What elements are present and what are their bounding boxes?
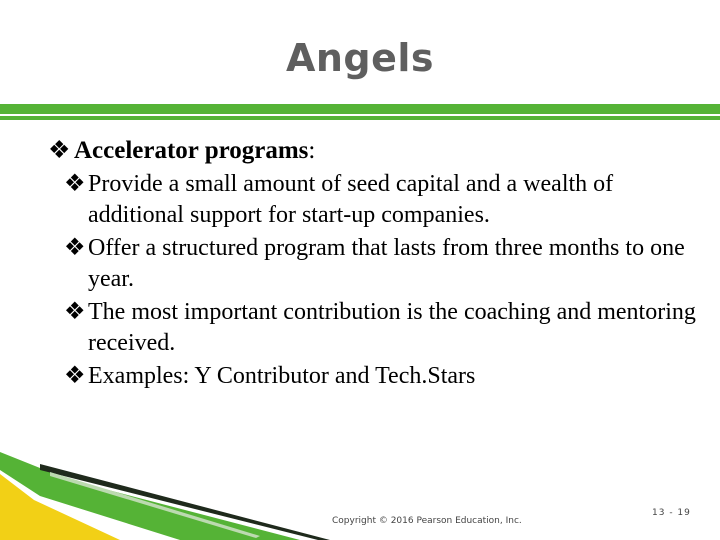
slide-content <box>48 134 698 392</box>
title-rule-thin <box>0 116 720 120</box>
diamond-bullet-icon: ❖ <box>64 235 86 261</box>
main-bullet-suffix: : <box>308 137 316 164</box>
main-bullet-label: Accelerator programs <box>74 137 309 164</box>
copyright-text: Copyright © 2016 Pearson Education, Inc. <box>332 516 522 526</box>
diamond-bullet-icon: ❖ <box>64 299 86 325</box>
diamond-bullet-icon: ❖ <box>64 171 86 197</box>
sub-bullet-text: Provide a small amount of seed capital and a wealth of additional support for start-up companies. <box>88 171 614 228</box>
sub-bullet <box>48 233 698 295</box>
corner-decoration <box>0 450 340 540</box>
sub-bullet-text: The most important contribution is the coaching and mentoring received. <box>88 299 696 356</box>
sub-bullet-text: Examples: Y Contributor and Tech.Stars <box>88 363 476 389</box>
sub-bullet-text: Offer a structured program that lasts from three months to one year. <box>88 235 685 292</box>
sub-bullet <box>48 297 698 359</box>
diamond-bullet-icon: ❖ <box>48 137 71 164</box>
sub-bullet <box>48 169 698 231</box>
slide-title: Angels <box>285 36 435 80</box>
page-number: 13 - 19 <box>652 508 691 518</box>
main-bullet <box>48 134 698 167</box>
sub-bullet <box>48 361 698 392</box>
title-rule-thick <box>0 104 720 114</box>
diamond-bullet-icon: ❖ <box>64 363 86 389</box>
